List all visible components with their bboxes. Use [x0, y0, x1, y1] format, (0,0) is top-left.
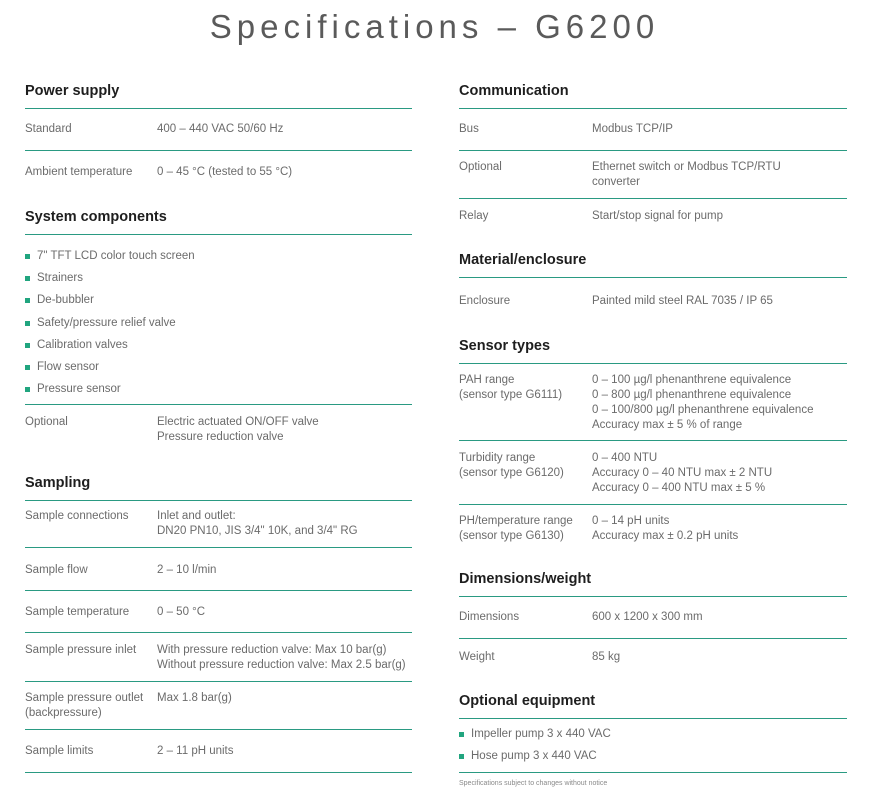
- sample-pressure-outlet-row: [25, 691, 412, 730]
- power-supply-heading: Power supply: [25, 83, 412, 109]
- system-optional-row: [25, 415, 412, 445]
- spec-value: Electric actuated ON/OFF valve Pressure reduction valve: [157, 416, 319, 443]
- spec-value: Inlet and outlet: DN20 PN10, JIS 3/4" 10K, and 3/4" RG: [157, 510, 358, 537]
- spec-key: Enclosure: [459, 295, 511, 307]
- sampling-section: [25, 475, 412, 501]
- comm-optional-row: [459, 160, 847, 199]
- spec-key: PH/temperature range (sensor type G6130): [459, 515, 573, 542]
- divider: [25, 404, 412, 405]
- spec-key: Sample flow: [25, 564, 88, 576]
- spec-value: Ethernet switch or Modbus TCP/RTU converter: [592, 161, 781, 188]
- list-item: De-bubbler: [25, 293, 412, 315]
- list-item: Calibration valves: [25, 338, 412, 360]
- spec-value: 2 – 11 pH units: [157, 745, 234, 757]
- sensor-types-heading: Sensor types: [459, 338, 847, 364]
- spec-key: Sample temperature: [25, 606, 130, 618]
- spec-key: Optional: [459, 161, 502, 173]
- power-supply-section: [25, 83, 412, 109]
- dimensions-heading: Dimensions/weight: [459, 571, 847, 597]
- spec-key: PAH range (sensor type G6111): [459, 374, 563, 401]
- spec-value: 0 – 50 °C: [157, 606, 206, 618]
- list-item: Hose pump 3 x 440 VAC: [459, 749, 847, 771]
- material-section: [459, 252, 847, 278]
- sampling-heading: Sampling: [25, 475, 412, 501]
- spec-value: 2 – 10 l/min: [157, 564, 217, 576]
- list-item: 7" TFT LCD color touch screen: [25, 249, 412, 271]
- sensor-pah-row: [459, 373, 847, 441]
- system-components-heading: System components: [25, 209, 412, 235]
- list-item: Pressure sensor: [25, 382, 412, 404]
- dimensions-row: [459, 610, 847, 639]
- bullet-icon: [25, 365, 30, 370]
- spec-value: Painted mild steel RAL 7035 / IP 65: [592, 295, 773, 307]
- sensor-types-section: [459, 338, 847, 364]
- bullet-icon: [25, 298, 30, 303]
- optional-equipment-heading: Optional equipment: [459, 693, 847, 719]
- spec-key: Turbidity range (sensor type G6120): [459, 452, 564, 479]
- spec-key: Sample limits: [25, 745, 94, 757]
- power-standard-row: [25, 122, 412, 151]
- spec-key: Dimensions: [459, 611, 520, 623]
- sensor-turbidity-row: [459, 451, 847, 505]
- list-item: Flow sensor: [25, 360, 412, 382]
- sample-flow-row: [25, 563, 412, 591]
- spec-key: Optional: [25, 416, 68, 428]
- spec-key: Bus: [459, 123, 479, 135]
- spec-value: 600 x 1200 x 300 mm: [592, 611, 703, 623]
- list-item: Safety/pressure relief valve: [25, 316, 412, 338]
- spec-key: Sample pressure inlet: [25, 644, 137, 656]
- sample-pressure-inlet-row: [25, 643, 412, 682]
- bullet-icon: [25, 276, 30, 281]
- footnote: Specifications subject to changes without notice: [459, 780, 608, 787]
- spec-value: Modbus TCP/IP: [592, 123, 673, 135]
- comm-bus-row: [459, 122, 847, 151]
- optional-equipment-section: [459, 693, 847, 719]
- system-components-list: [25, 249, 412, 404]
- spec-value: Max 1.8 bar(g): [157, 692, 232, 704]
- bullet-icon: [459, 754, 464, 759]
- spec-key: Relay: [459, 210, 489, 222]
- communication-section: [459, 83, 847, 109]
- list-item: Impeller pump 3 x 440 VAC: [459, 727, 847, 749]
- spec-key: Ambient temperature: [25, 166, 133, 178]
- spec-key: Standard: [25, 123, 72, 135]
- spec-value: 0 – 14 pH units Accuracy max ± 0.2 pH units: [592, 515, 739, 542]
- list-item: Strainers: [25, 271, 412, 293]
- communication-heading: Communication: [459, 83, 847, 109]
- spec-value: With pressure reduction valve: Max 10 bar(g) Without pressure reduction valve: Max 2.5 bar(g): [157, 644, 406, 671]
- bullet-icon: [25, 343, 30, 348]
- spec-value: 85 kg: [592, 651, 621, 663]
- bullet-icon: [25, 387, 30, 392]
- optional-equipment-list: [459, 727, 847, 771]
- spec-key: Weight: [459, 651, 495, 663]
- spec-key: Sample connections: [25, 510, 129, 522]
- spec-value: 0 – 400 NTU Accuracy 0 – 40 NTU max ± 2 NTU Accuracy 0 – 400 NTU max ± 5 %: [592, 452, 773, 494]
- page-title: Specifications – G6200: [209, 8, 660, 45]
- sample-temperature-row: [25, 605, 412, 633]
- bullet-icon: [459, 732, 464, 737]
- dimensions-section: [459, 571, 847, 597]
- spec-key: Sample pressure outlet (backpressure): [25, 692, 144, 719]
- divider: [459, 772, 847, 773]
- spec-value: 0 – 100 µg/l phenanthrene equivalence 0 – 800 µg/l phenanthrene equivalence 0 – 100/800 µg/l phenanthrene equivalence Accuracy max ± 5 % of range: [592, 374, 814, 431]
- spec-value: 0 – 45 °C (tested to 55 °C): [157, 166, 293, 178]
- bullet-icon: [25, 254, 30, 259]
- sample-connections-row: [25, 509, 412, 548]
- bullet-icon: [25, 321, 30, 326]
- sample-limits-row: [25, 744, 412, 773]
- system-components-section: [25, 209, 412, 235]
- material-heading: Material/enclosure: [459, 252, 847, 278]
- spec-value: Start/stop signal for pump: [592, 210, 724, 222]
- spec-value: 400 – 440 VAC 50/60 Hz: [157, 123, 284, 135]
